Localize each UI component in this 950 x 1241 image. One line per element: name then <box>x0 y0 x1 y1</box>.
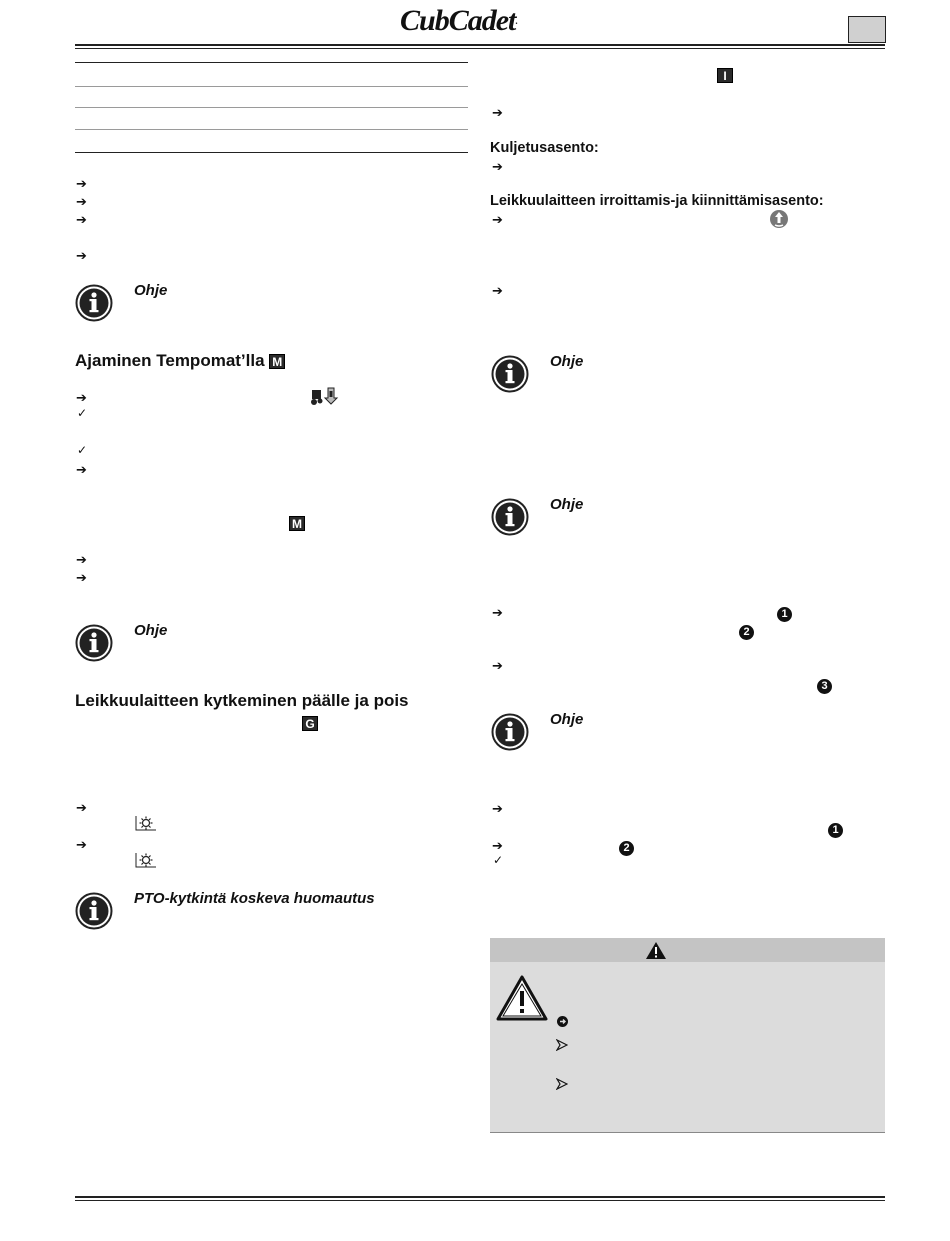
brand-logo: CubCadet. <box>400 4 517 37</box>
language-tab <box>848 16 886 43</box>
info-icon <box>75 284 113 322</box>
badge-m: M <box>289 515 305 533</box>
arrow-icon: ➔ <box>76 194 87 209</box>
callout-number-2: 2 <box>619 838 634 856</box>
check-icon: ✓ <box>77 443 88 457</box>
arrow-icon: ➔ <box>76 800 87 815</box>
callout-number-1: 1 <box>777 604 792 622</box>
return-arrow-icon <box>556 1015 569 1033</box>
badge-g: G <box>302 715 318 733</box>
arrow-icon: ➔ <box>76 462 87 477</box>
arrow-icon: ➔ <box>76 248 87 263</box>
check-icon: ✓ <box>77 406 88 420</box>
note-title: Ohje <box>550 353 584 370</box>
note-title: Ohje <box>134 282 168 299</box>
pto-switch-icon <box>135 852 157 875</box>
arrow-icon: ➔ <box>492 212 503 227</box>
warning-header <box>490 938 885 962</box>
arrow-icon: ➔ <box>492 658 503 673</box>
note-title: Ohje <box>134 622 168 639</box>
arrow-icon: ➔ <box>492 159 503 174</box>
arrow-icon: ➔ <box>76 176 87 191</box>
arrow-icon: ➔ <box>76 390 87 405</box>
table-rule <box>75 129 468 130</box>
callout-number-3: 3 <box>817 676 832 694</box>
section-heading-pto: Leikkuulaitteen kytkeminen päälle ja pois <box>75 691 409 710</box>
badge-m: M <box>269 354 285 369</box>
pto-switch-icon <box>135 815 157 838</box>
table-rule <box>75 62 468 63</box>
info-icon <box>491 355 529 393</box>
footer-rule-thin <box>75 1200 885 1201</box>
info-icon <box>491 713 529 751</box>
subheading-transport: Kuljetusasento: <box>490 140 599 156</box>
pointer-arrow-icon <box>556 1038 568 1056</box>
arrow-icon: ➔ <box>76 552 87 567</box>
arrow-icon: ➔ <box>76 570 87 585</box>
header-rule <box>75 44 885 46</box>
footer-rule <box>75 1196 885 1198</box>
subheading-mount: Leikkuulaitteen irroittamis-ja kiinnittämisasento: <box>490 193 824 209</box>
callout-number-2: 2 <box>739 622 754 640</box>
header-rule-thin <box>75 48 885 49</box>
arrow-icon: ➔ <box>76 212 87 227</box>
arrow-icon: ➔ <box>492 838 503 853</box>
warning-box <box>490 938 885 1133</box>
info-icon <box>75 892 113 930</box>
warning-header-icon <box>645 941 667 965</box>
note-title: Ohje <box>550 711 584 728</box>
arrow-icon: ➔ <box>492 105 503 120</box>
table-rule <box>75 152 468 153</box>
table-rule <box>75 86 468 87</box>
arrow-icon: ➔ <box>492 283 503 298</box>
info-icon <box>75 624 113 662</box>
pointer-arrow-icon <box>556 1077 568 1095</box>
check-icon: ✓ <box>493 853 504 867</box>
section-heading-tempomat: Ajaminen Tempomat’lla M <box>75 351 285 371</box>
table-rule <box>75 107 468 108</box>
lift-lever-icon <box>769 209 789 234</box>
note-title: PTO-kytkintä koskeva huomautus <box>134 890 375 907</box>
badge-i: I <box>717 67 733 85</box>
arrow-icon: ➔ <box>492 801 503 816</box>
info-icon <box>491 498 529 536</box>
arrow-icon: ➔ <box>492 605 503 620</box>
arrow-icon: ➔ <box>76 837 87 852</box>
warning-triangle-icon <box>496 975 548 1026</box>
tractor-speed-icon <box>309 386 343 411</box>
note-title: Ohje <box>550 496 584 513</box>
callout-number-1: 1 <box>828 820 843 838</box>
